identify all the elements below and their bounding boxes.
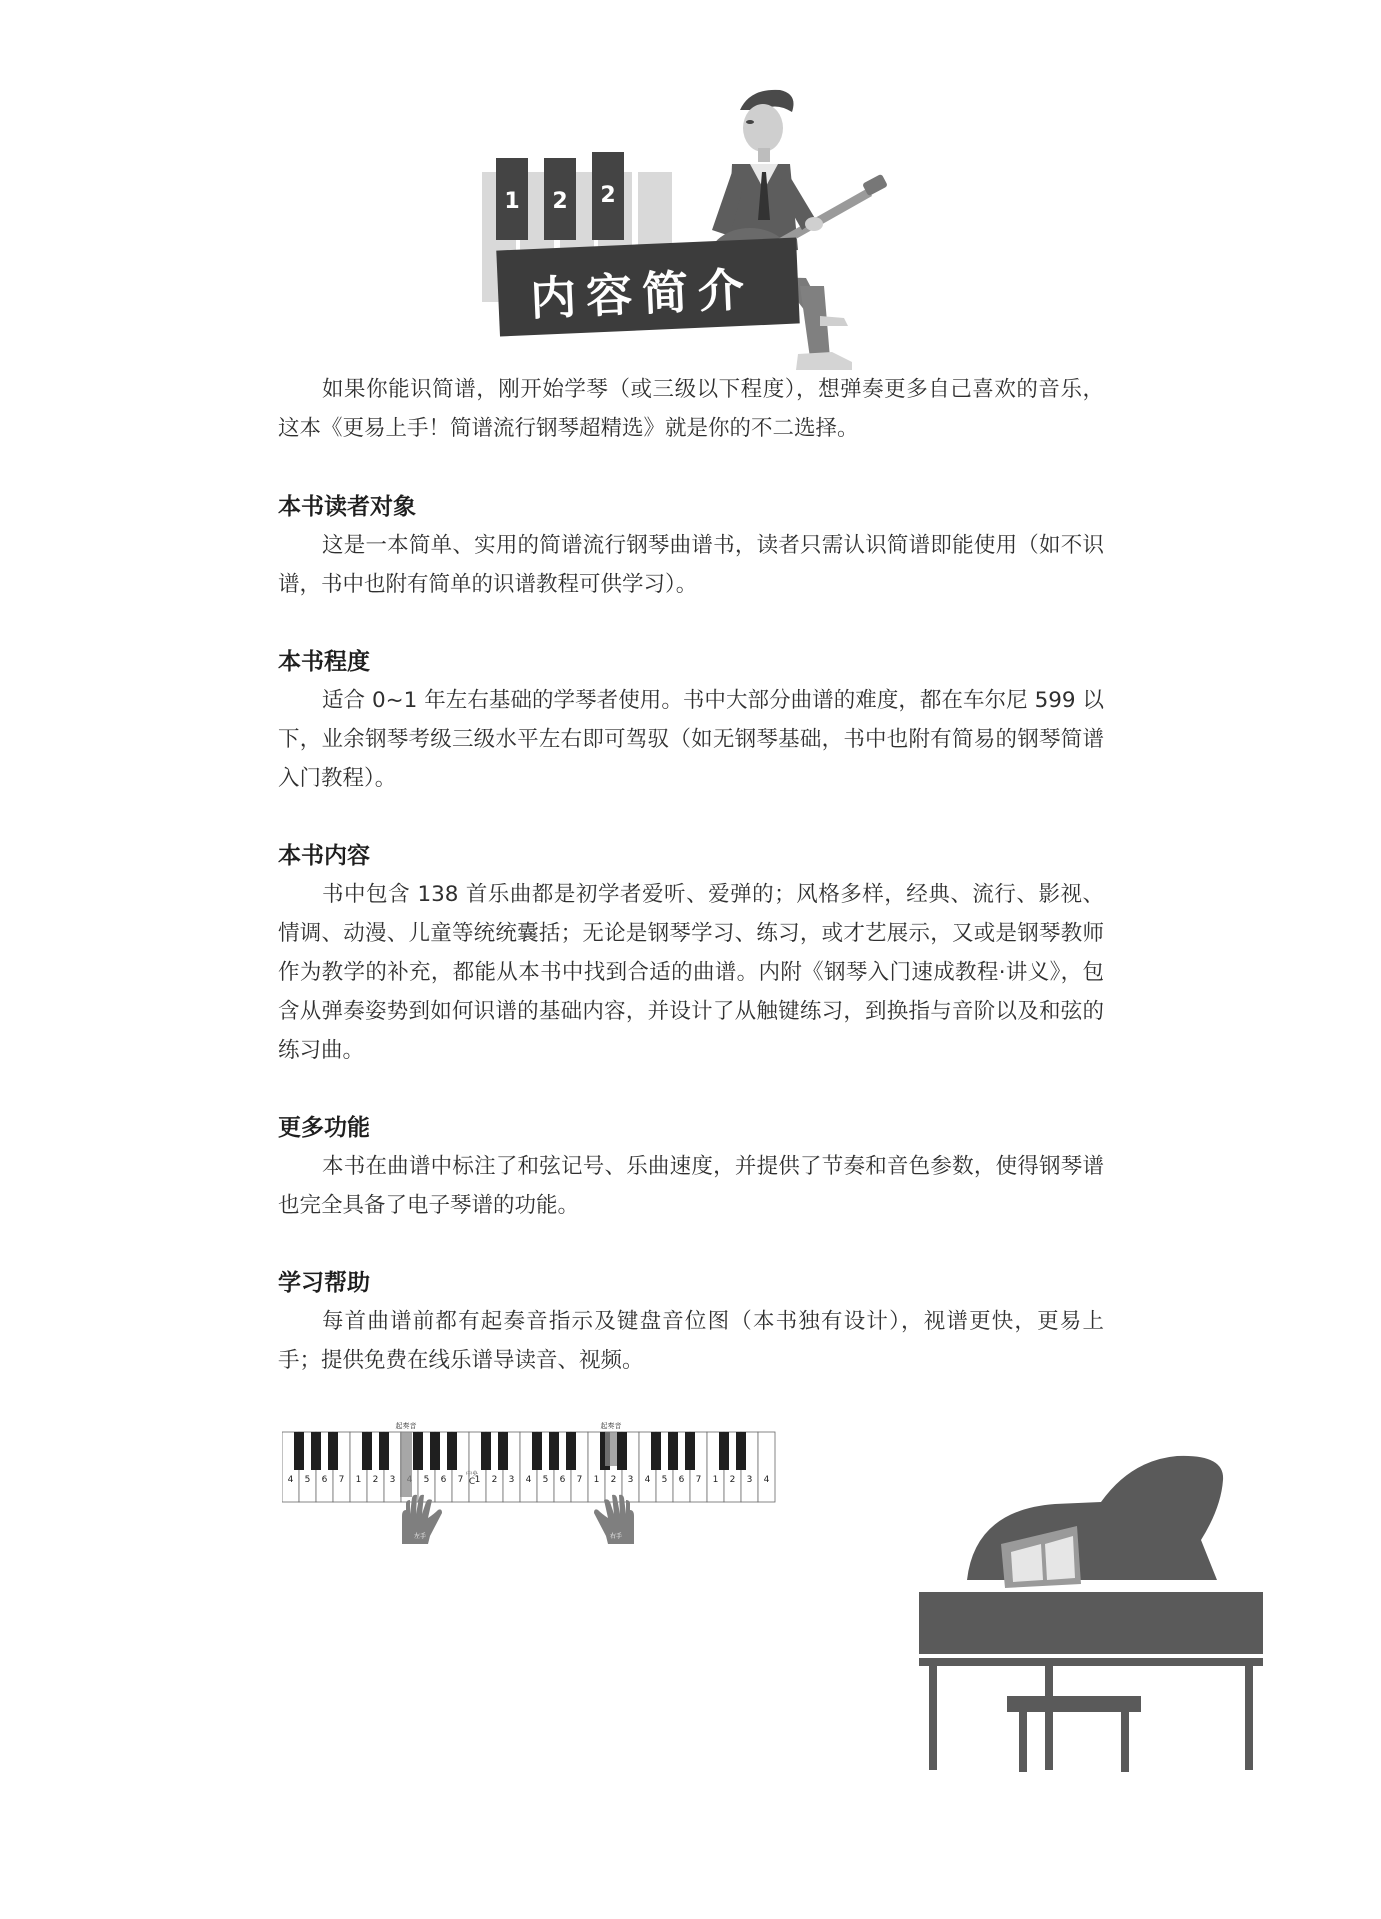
right-start-key-highlight <box>605 1432 617 1466</box>
black-key <box>668 1432 678 1470</box>
left-start-label: 起奏音 <box>395 1422 417 1430</box>
middle-c-caption: 中央 <box>465 1471 479 1478</box>
black-key <box>549 1432 559 1470</box>
guitarist-illustration <box>480 80 920 380</box>
piano-bench <box>1007 1696 1141 1712</box>
white-key-number: 6 <box>440 1475 447 1485</box>
section-heading-help: 学习帮助 <box>278 1270 370 1296</box>
black-key <box>685 1432 695 1470</box>
intro-paragraph: 如果你能识简谱，刚开始学琴（或三级以下程度），想弹奏更多自己喜欢的音乐，这本《更易上手！简谱流行钢琴超精选》就是你的不二选择。 <box>278 377 1104 441</box>
white-key-number: 7 <box>457 1475 464 1485</box>
grand-piano-svg <box>905 1420 1269 1800</box>
white-key-number: 1 <box>712 1475 719 1485</box>
white-key-number: 6 <box>559 1475 566 1485</box>
header-illustration <box>480 80 920 380</box>
white-key-number: 2 <box>491 1475 498 1485</box>
black-key <box>532 1432 542 1470</box>
right-hand-label: 右手 <box>609 1533 623 1540</box>
section-heading-level: 本书程度 <box>278 649 370 675</box>
black-key <box>362 1432 372 1470</box>
white-key-number: 3 <box>389 1475 396 1485</box>
black-key <box>430 1432 440 1470</box>
white-key-number: 3 <box>746 1475 753 1485</box>
black-key <box>566 1432 576 1470</box>
white-key-number: 4 <box>763 1475 770 1485</box>
keyboard-position-diagram <box>282 1418 786 1558</box>
page-title: 内容简介 <box>529 262 756 326</box>
white-key-number: 4 <box>525 1475 532 1485</box>
white-key-number: 6 <box>678 1475 685 1485</box>
black-key <box>719 1432 729 1470</box>
section-text-features: 本书在曲谱中标注了和弦记号、乐曲速度，并提供了节奏和音色参数，使得钢琴谱也完全具备了电子琴谱的功能。 <box>278 1154 1104 1218</box>
keycap-number-2: 2 <box>552 189 568 214</box>
white-key-number: 5 <box>423 1475 430 1485</box>
section-text-readers: 这是一本简单、实用的简谱流行钢琴曲谱书，读者只需认识简谱即能使用（如不识谱，书中也附有简单的识谱教程可供学习）。 <box>278 533 1104 597</box>
black-key <box>328 1432 338 1470</box>
black-key <box>617 1432 627 1470</box>
keycap-number-3: 2 <box>600 183 616 208</box>
white-key-number: 6 <box>321 1475 328 1485</box>
white-key-number: 4 <box>287 1475 294 1485</box>
black-key <box>736 1432 746 1470</box>
section-text-contents: 书中包含 138 首乐曲都是初学者爱听、爱弹的；风格多样，经典、流行、影视、情调、动漫、儿童等统统囊括；无论是钢琴学习、练习，或才艺展示，又或是钢琴教师作为教学的补充，都能从本书中找到合适的曲谱。内附《钢琴入门速成教程·讲义》，包含从弹奏姿势到如何识谱的基础内容，并设计了从触键练习，到换指与音阶以及和弦的练习曲。 <box>278 882 1104 1063</box>
white-key-number: 5 <box>661 1475 668 1485</box>
left-start-key-highlight <box>400 1432 412 1497</box>
right-start-label: 起奏音 <box>600 1422 622 1430</box>
black-key <box>447 1432 457 1470</box>
white-key-number: 5 <box>542 1475 549 1485</box>
black-key <box>481 1432 491 1470</box>
section-text-level: 适合 0~1 年左右基础的学琴者使用。书中大部分曲谱的难度，都在车尔尼 599 以下，业余钢琴考级三级水平左右即可驾驭（如无钢琴基础，书中也附有简易的钢琴简谱入门教程）。 <box>278 688 1104 791</box>
black-key <box>379 1432 389 1470</box>
white-key-number: 2 <box>372 1475 379 1485</box>
white-key-number: 7 <box>695 1475 702 1485</box>
keycap-number-1: 1 <box>504 189 520 214</box>
keyboard-svg <box>282 1418 786 1558</box>
white-key-number: 2 <box>610 1475 617 1485</box>
grand-piano-illustration <box>905 1420 1269 1800</box>
black-key <box>311 1432 321 1470</box>
white-key-number: 7 <box>338 1475 345 1485</box>
guitarist-figure <box>708 90 888 370</box>
left-hand-label: 左手 <box>413 1533 427 1540</box>
white-key-number: 7 <box>576 1475 583 1485</box>
white-key-number: 1 <box>474 1475 481 1485</box>
middle-c-label: C <box>468 1477 476 1487</box>
white-key-number: 2 <box>729 1475 736 1485</box>
content-body <box>278 370 1104 1380</box>
black-key <box>413 1432 423 1470</box>
white-key-number: 4 <box>644 1475 651 1485</box>
section-heading-readers: 本书读者对象 <box>278 494 416 520</box>
section-text-help: 每首曲谱前都有起奏音指示及键盘音位图（本书独有设计），视谱更快，更易上手；提供免费在线乐谱导读音、视频。 <box>278 1309 1104 1373</box>
white-key-number: 1 <box>593 1475 600 1485</box>
white-key-number: 1 <box>355 1475 362 1485</box>
white-key-number: 3 <box>508 1475 515 1485</box>
black-key <box>498 1432 508 1470</box>
black-key <box>294 1432 304 1470</box>
section-heading-contents: 本书内容 <box>278 843 370 869</box>
white-key-number: 3 <box>627 1475 634 1485</box>
white-key <box>758 1432 775 1502</box>
section-heading-features: 更多功能 <box>278 1115 370 1141</box>
white-key-number: 5 <box>304 1475 311 1485</box>
black-key <box>651 1432 661 1470</box>
